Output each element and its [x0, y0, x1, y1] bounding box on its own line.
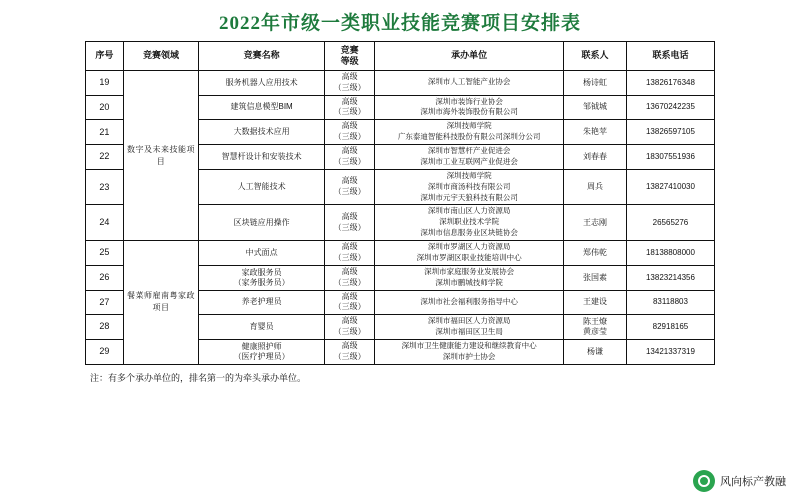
cell-contact-person — [564, 205, 627, 241]
cell-competition-name-line: 服务机器人应用技术 — [225, 77, 298, 87]
cell-contact-person-line: 邹钺城 — [582, 102, 607, 112]
cell-competition-name-line: 人工智能技术 — [237, 182, 286, 192]
cell-contact-person — [564, 241, 627, 266]
cell-contact-phone-line: 13826176348 — [645, 77, 695, 87]
cell-organizer-line: 深圳市工业互联网产业促进会 — [420, 156, 518, 166]
cell-contact-phone-line: 13827410030 — [645, 182, 695, 192]
cell-organizer-line: 广东泰迪智能科技股份有限公司深圳分公司 — [397, 132, 541, 142]
cell-organizer-line: 深圳市信息服务业区块链协会 — [420, 228, 518, 238]
cell-seq: 19 — [86, 71, 124, 96]
cell-contact-person-line: 朱艳苹 — [582, 127, 607, 137]
cell-competition-name — [199, 339, 325, 364]
cell-level-line: 高级 — [341, 96, 358, 106]
cell-seq: 24 — [86, 205, 124, 241]
cell-level — [325, 120, 375, 145]
cell-organizer-line: 深圳市福田区卫生局 — [435, 327, 503, 337]
cell-contact-person — [564, 120, 627, 145]
cell-seq: 26 — [86, 265, 124, 290]
cell-competition-name — [199, 71, 325, 96]
cell-competition-name — [199, 265, 325, 290]
cell-contact-phone — [626, 71, 714, 96]
cell-contact-phone-line: 26565276 — [652, 217, 689, 227]
cell-level-line: 高级 — [341, 316, 358, 326]
cell-organizer-line: 深圳职业技术学院 — [439, 217, 500, 227]
cell-contact-person-line: 郑伟乾 — [582, 247, 607, 257]
cell-seq: 21 — [86, 120, 124, 145]
cell-seq: 23 — [86, 169, 124, 205]
cell-contact-person — [564, 290, 627, 315]
header-phone: 联系电话 — [626, 42, 714, 71]
cell-competition-name-line: 建筑信息模型BIM — [230, 102, 293, 112]
cell-level-line: （三级） — [333, 222, 366, 232]
cell-level-line: 高级 — [341, 176, 358, 186]
header-org: 承办单位 — [375, 42, 564, 71]
cell-contact-person — [564, 265, 627, 290]
cell-organizer-line: 深圳市鹏城技师学院 — [435, 277, 503, 287]
cell-organizer-line: 深圳市元宇天狼科技有限公司 — [420, 192, 518, 202]
cell-organizer-line: 深圳市商汤科技有限公司 — [427, 181, 511, 191]
cell-organizer — [375, 315, 564, 340]
cell-level-line: （三级） — [333, 252, 366, 262]
cell-field-group: 数字及未来技能项目 — [123, 71, 198, 241]
cell-level — [325, 315, 375, 340]
cell-contact-phone-line: 13670242235 — [645, 102, 695, 112]
cell-contact-person-line: 黄彦莹 — [582, 327, 607, 337]
cell-contact-person — [564, 145, 627, 170]
cell-level-line: （三级） — [333, 82, 366, 92]
circle-logo-icon — [693, 470, 715, 492]
cell-level-line: （三级） — [333, 277, 366, 287]
cell-organizer — [375, 265, 564, 290]
page-title: 2022年市级一类职业技能竞赛项目安排表 — [218, 13, 581, 34]
cell-level-line: （三级） — [333, 156, 366, 166]
cell-seq: 22 — [86, 145, 124, 170]
cell-organizer-line: 深圳市家庭服务业发展协会 — [424, 266, 515, 276]
cell-competition-name — [199, 315, 325, 340]
table-note: 注：有多个承办单位的，排名第一的为牵头承办单位。 — [90, 372, 307, 383]
header-person: 联系人 — [564, 42, 627, 71]
cell-organizer-line: 深圳市护士协会 — [442, 351, 496, 361]
cell-contact-person-line: 张国素 — [582, 272, 607, 282]
cell-contact-phone-line: 82918165 — [652, 322, 689, 332]
cell-contact-person — [564, 71, 627, 96]
cell-contact-phone — [626, 315, 714, 340]
cell-contact-phone — [626, 145, 714, 170]
cell-contact-phone — [626, 120, 714, 145]
cell-organizer-line: 深圳市罗湖区人力资源局 — [427, 242, 511, 252]
cell-competition-name-line: 区块链应用操作 — [233, 217, 290, 227]
cell-competition-name-line: 智慧杆设计和安装技术 — [221, 151, 302, 161]
cell-contact-phone-line: 18307551936 — [645, 151, 695, 161]
cell-contact-person — [564, 315, 627, 340]
cell-contact-phone-line: 13823214356 — [645, 272, 695, 282]
badge-label: 风向标产教融 — [720, 476, 786, 488]
cell-seq: 25 — [86, 241, 124, 266]
cell-contact-person — [564, 169, 627, 205]
cell-competition-name-line: 养老护理员 — [241, 297, 282, 307]
cell-contact-person-line: 王志刚 — [582, 217, 607, 227]
cell-level — [325, 169, 375, 205]
cell-organizer — [375, 290, 564, 315]
cell-level-line: 高级 — [341, 291, 358, 301]
competition-table-container — [0, 41, 800, 365]
cell-organizer — [375, 169, 564, 205]
cell-competition-name — [199, 290, 325, 315]
cell-competition-name — [199, 145, 325, 170]
cell-competition-name-line: 健康照护师 — [241, 341, 282, 351]
header-seq: 序号 — [86, 42, 124, 71]
cell-contact-person-line: 陈王燎 — [582, 317, 607, 327]
cell-level-line: 高级 — [341, 146, 358, 156]
cell-level — [325, 339, 375, 364]
cell-level — [325, 95, 375, 120]
competition-table — [85, 41, 715, 365]
cell-seq: 27 — [86, 290, 124, 315]
cell-seq: 29 — [86, 339, 124, 364]
cell-competition-name — [199, 241, 325, 266]
cell-organizer — [375, 120, 564, 145]
cell-level-line: 高级 — [341, 242, 358, 252]
cell-organizer-line: 深圳市罗湖区职业技能培训中心 — [416, 252, 522, 262]
cell-competition-name-line: 大数据技术应用 — [233, 127, 290, 137]
cell-organizer — [375, 95, 564, 120]
cell-contact-person — [564, 95, 627, 120]
cell-competition-name-line: （医疗护理员） — [233, 351, 290, 361]
cell-competition-name-line: 中式面点 — [245, 247, 278, 257]
table-row — [86, 71, 715, 96]
cell-level — [325, 145, 375, 170]
cell-contact-person-line: 周兵 — [586, 182, 603, 192]
cell-contact-phone — [626, 339, 714, 364]
table-header-row — [86, 42, 715, 71]
cell-organizer-line: 深圳市海外装饰股份有限公司 — [420, 107, 518, 117]
cell-organizer-line: 深圳市社会福利服务指导中心 — [420, 296, 518, 306]
cell-contact-phone — [626, 95, 714, 120]
header-field: 竞赛领域 — [123, 42, 198, 71]
cell-level-line: （三级） — [333, 327, 366, 337]
cell-contact-phone — [626, 169, 714, 205]
cell-field-group: 餐菜师雇南粤家政项目 — [123, 241, 198, 365]
table-row — [86, 241, 715, 266]
cell-competition-name — [199, 205, 325, 241]
cell-organizer — [375, 205, 564, 241]
cell-organizer — [375, 145, 564, 170]
cell-level-line: 高级 — [341, 72, 358, 81]
cell-organizer-line: 深圳市福田区人力资源局 — [427, 316, 511, 326]
cell-competition-name — [199, 120, 325, 145]
cell-contact-phone — [626, 265, 714, 290]
cell-contact-person-line: 刘春春 — [582, 151, 607, 161]
cell-organizer — [375, 71, 564, 96]
cell-level-line: 高级 — [341, 341, 358, 351]
cell-level-line: 高级 — [341, 266, 358, 276]
cell-contact-phone-line: 18138808000 — [645, 247, 695, 257]
cell-level-line: （三级） — [333, 187, 366, 197]
cell-competition-name — [199, 95, 325, 120]
cell-level — [325, 241, 375, 266]
cell-level — [325, 265, 375, 290]
cell-level-line: 高级 — [341, 211, 358, 221]
cell-organizer-line: 深圳市卫生健康能力建设和继续教育中心 — [401, 340, 537, 350]
cell-level — [325, 290, 375, 315]
cell-contact-person-line: 杨谦 — [586, 346, 603, 356]
cell-level-line: （三级） — [333, 132, 366, 142]
cell-level — [325, 71, 375, 96]
cell-competition-name-line: 家政服务员 — [241, 267, 282, 277]
cell-contact-phone-line: 13421337319 — [645, 346, 695, 356]
cell-level-line: 高级 — [341, 121, 358, 131]
cell-organizer-line: 深圳市人工智能产业协会 — [427, 77, 511, 87]
cell-level-line: （三级） — [333, 351, 366, 361]
cell-competition-name-line: （家务服务员） — [233, 277, 290, 287]
table-body — [86, 71, 715, 365]
cell-level-line: （三级） — [333, 302, 366, 312]
cell-competition-name — [199, 169, 325, 205]
cell-contact-person-line: 王建设 — [582, 297, 607, 307]
cell-contact-person — [564, 339, 627, 364]
cell-organizer — [375, 241, 564, 266]
header-level — [325, 42, 375, 71]
cell-seq: 20 — [86, 95, 124, 120]
cell-contact-phone — [626, 290, 714, 315]
cell-seq: 28 — [86, 315, 124, 340]
cell-organizer — [375, 339, 564, 364]
cell-organizer-line: 深圳技师学院 — [446, 170, 492, 180]
header-level-line2: 等级 — [340, 56, 359, 66]
footer-badge — [693, 470, 786, 492]
cell-level — [325, 205, 375, 241]
cell-contact-phone-line: 83118803 — [652, 297, 688, 307]
cell-contact-phone — [626, 241, 714, 266]
cell-organizer-line: 深圳市智慧杆产业促进会 — [427, 146, 511, 156]
cell-contact-phone — [626, 205, 714, 241]
cell-competition-name-line: 育婴员 — [249, 322, 274, 332]
cell-organizer-line: 深圳市装饰行业协会 — [435, 96, 503, 106]
cell-contact-person-line: 杨诗虹 — [582, 77, 607, 87]
cell-contact-phone-line: 13826597105 — [645, 127, 695, 137]
cell-organizer-line: 深圳市南山区人力资源局 — [427, 206, 511, 216]
cell-organizer-line: 深圳技师学院 — [446, 121, 492, 131]
header-level-line1: 竞赛 — [340, 44, 359, 55]
header-name: 竞赛名称 — [199, 42, 325, 71]
cell-level-line: （三级） — [333, 107, 366, 117]
